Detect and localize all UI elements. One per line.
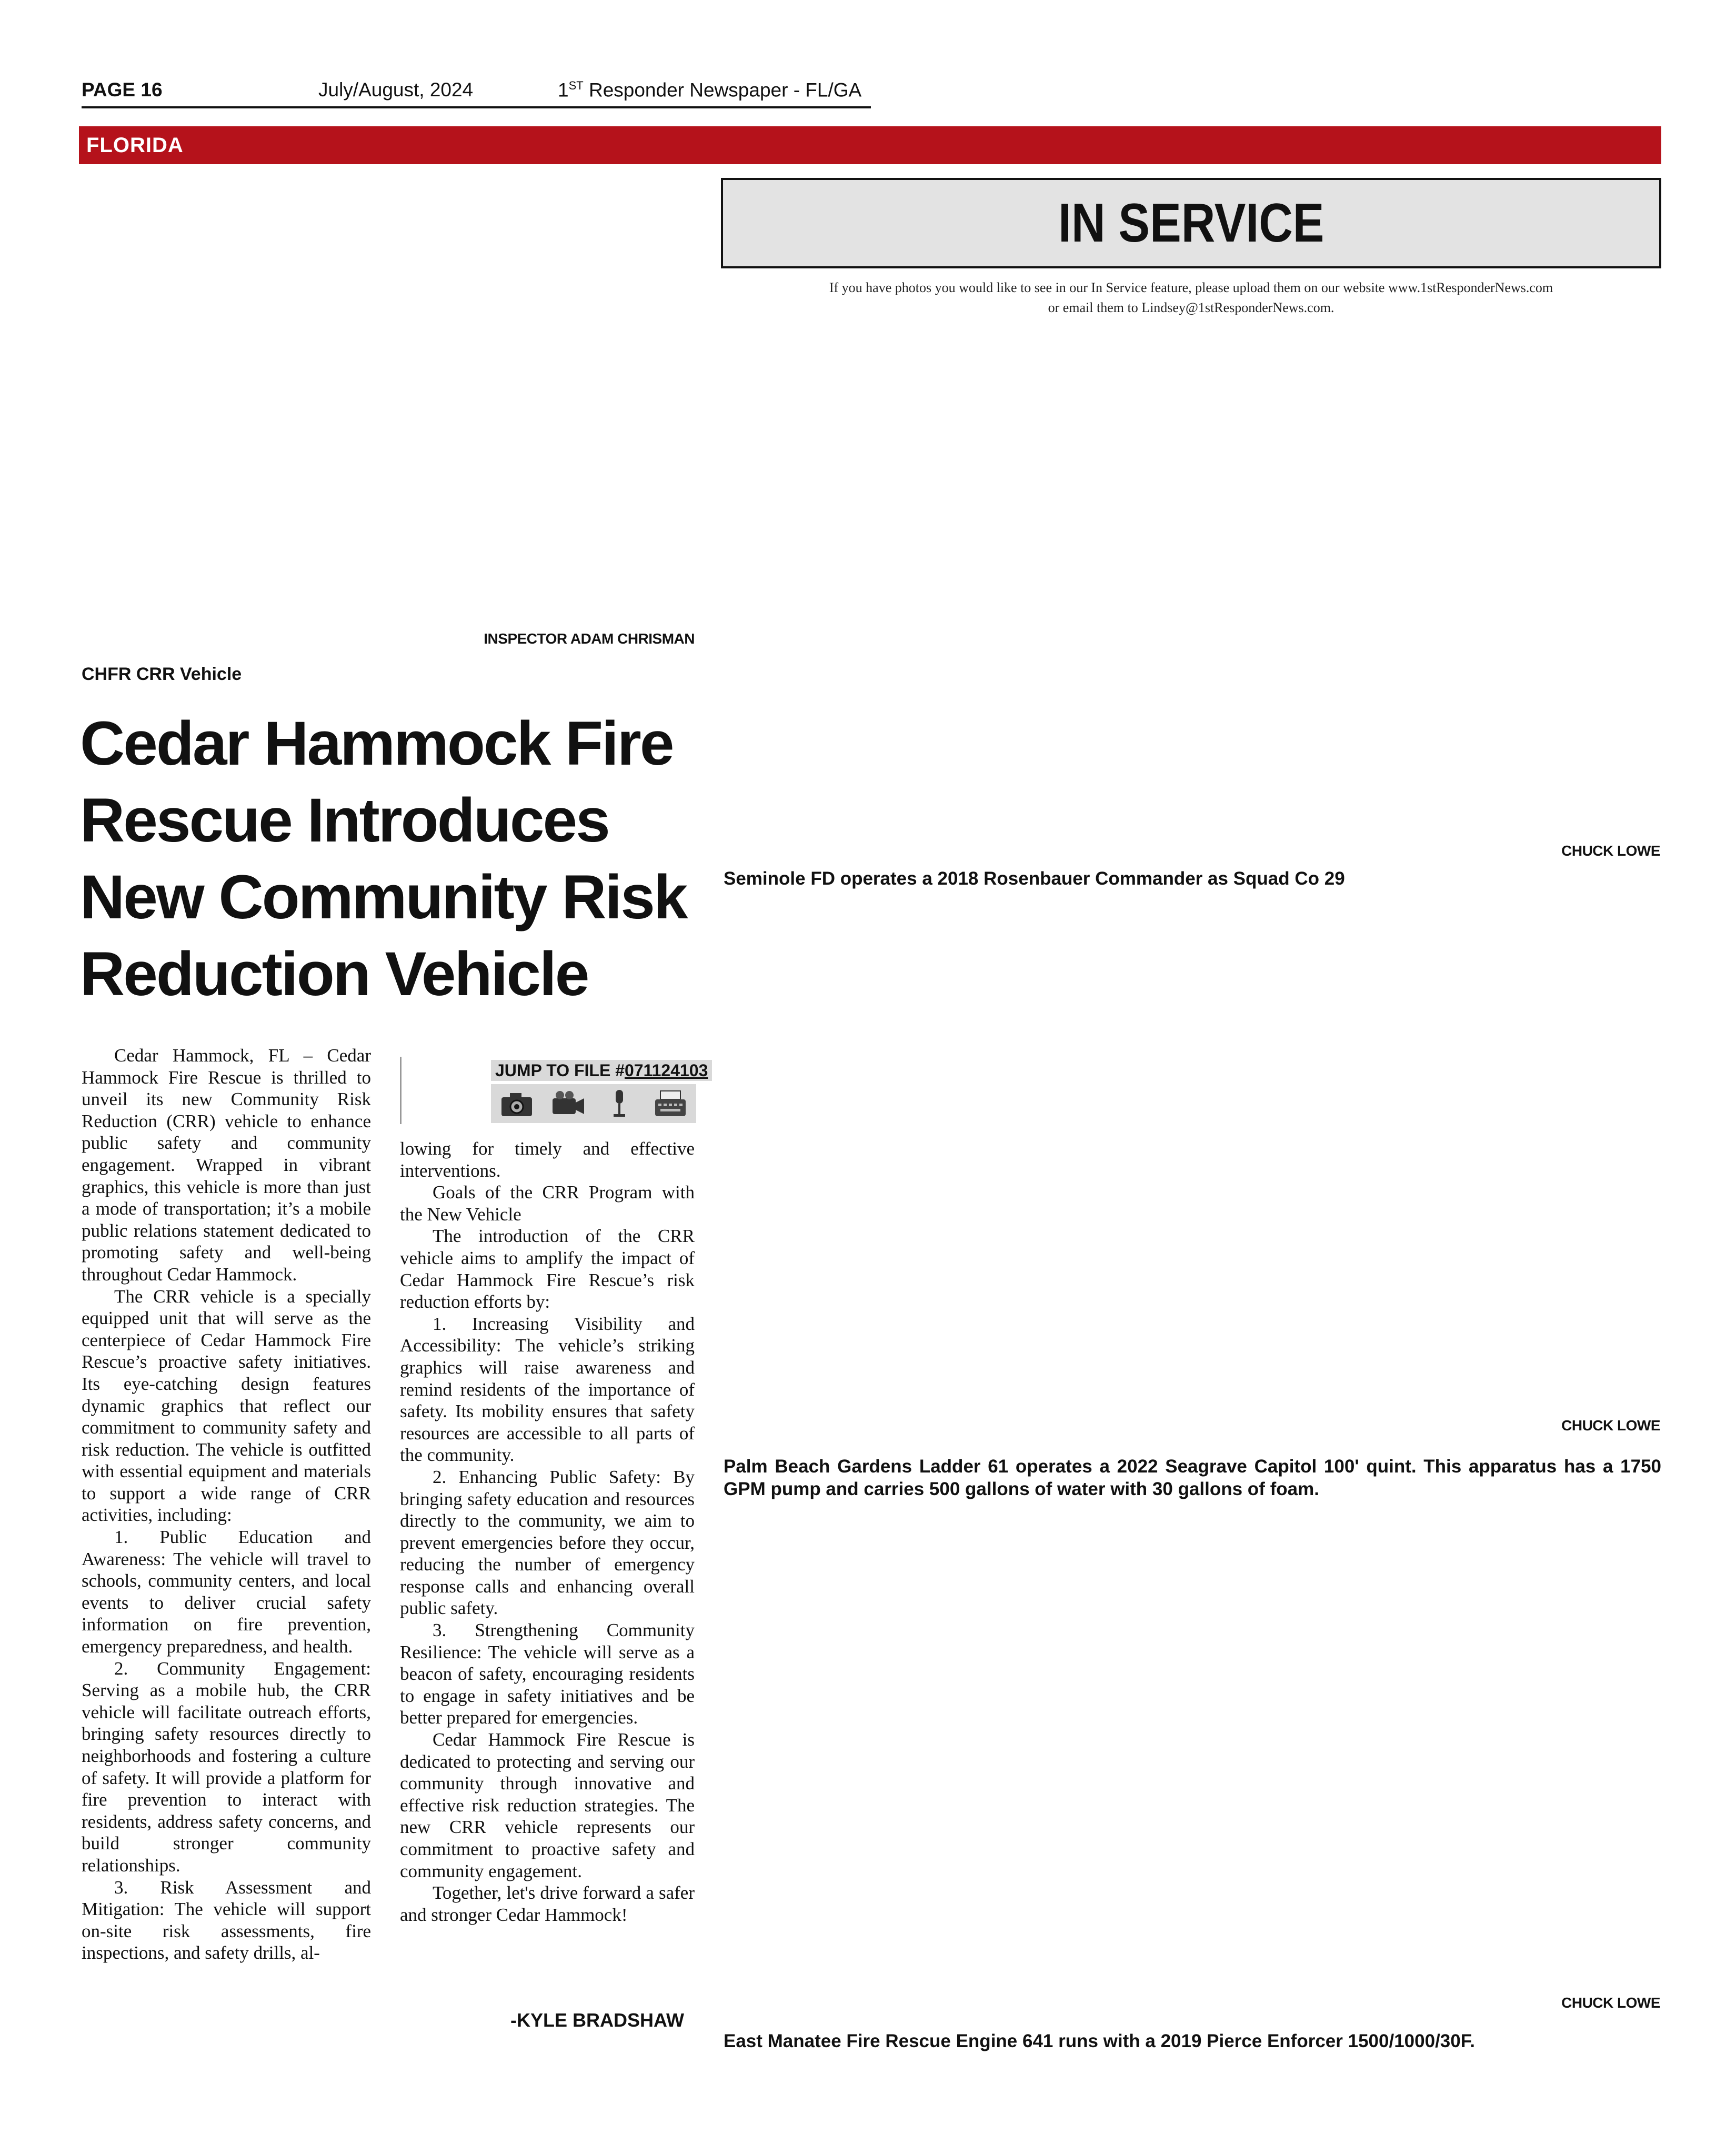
paragraph: lowing for timely and effective interventions. bbox=[400, 1138, 695, 1181]
jump-to-file-box[interactable] bbox=[400, 1057, 708, 1124]
photo-caption: Palm Beach Gardens Ladder 61 operates a 2022 Seagrave Capitol 100' quint. This apparatus has a 1750 GPM pump and carries 500 gallons of water with 30 gallons of foam. bbox=[724, 1456, 1661, 1499]
media-icons bbox=[491, 1084, 696, 1123]
in-service-title: IN SERVICE bbox=[1058, 193, 1324, 254]
paragraph: 1. Increasing Visibility and Accessibility: The vehicle’s striking graphics will raise awareness and remind residents of the importance of safety. Its mobility ensures that safety resources are accessible to all parts of the community. bbox=[400, 1313, 695, 1466]
in-service-note bbox=[721, 278, 1661, 318]
microphone-icon bbox=[601, 1088, 638, 1119]
article-column-1 bbox=[82, 1045, 371, 1964]
paragraph: 2. Enhancing Public Safety: By bringing safety education and resources directly to the community, we aim to prevent emergencies before they occur, reducing the number of emergency response calls and enhancing overall public safety. bbox=[400, 1466, 695, 1619]
in-service-note-line1: If you have photos you would like to see in our In Service feature, please upload them on our website www.1stResponderNews.com bbox=[829, 280, 1553, 295]
section-label: FLORIDA bbox=[86, 134, 184, 157]
article-headline: Cedar Hammock Fire Rescue Introduces New Community Risk Reduction Vehicle bbox=[80, 709, 687, 1009]
photo-caption: East Manatee Fire Rescue Engine 641 runs with a 2019 Pierce Enforcer 1500/1000/30F. bbox=[724, 2031, 1475, 2051]
photo-credit: CHUCK LOWE bbox=[1561, 843, 1660, 859]
article-photo-credit: INSPECTOR ADAM CHRISMAN bbox=[484, 630, 695, 647]
paragraph: The introduction of the CRR vehicle aims to amplify the impact of Cedar Hammock Fire Rescue’s risk reduction efforts by: bbox=[400, 1226, 695, 1313]
in-service-header bbox=[721, 178, 1661, 268]
paper-superscript: ST bbox=[568, 79, 584, 92]
video-camera-icon bbox=[549, 1088, 586, 1119]
camera-icon bbox=[498, 1088, 535, 1119]
paragraph: 1. Public Education and Awareness: The vehicle will travel to schools, community centers, and local events to deliver crucial safety information on fire prevention, emergency preparedness, and health. bbox=[82, 1527, 371, 1657]
article-column-2 bbox=[400, 1138, 695, 1926]
masthead-rule bbox=[82, 106, 871, 108]
newspaper-name bbox=[558, 79, 861, 101]
jump-to-file-label[interactable] bbox=[491, 1060, 712, 1081]
typewriter-icon bbox=[652, 1088, 689, 1119]
jump-file-number[interactable]: 071124103 bbox=[624, 1061, 708, 1080]
paper-prefix: 1 bbox=[558, 79, 569, 101]
jump-label-text: JUMP TO FILE # bbox=[495, 1061, 625, 1080]
paragraph: 3. Strengthening Community Resilience: The vehicle will serve as a beacon of safety, encouraging residents to engage in safety initiatives and be better prepared for emergencies. bbox=[400, 1620, 695, 1728]
article-byline: -KYLE BRADSHAW bbox=[510, 2009, 684, 2031]
paragraph: Together, let's drive forward a safer and stronger Cedar Hammock! bbox=[400, 1882, 695, 1925]
paragraph: The CRR vehicle is a specially equipped unit that will serve as the centerpiece of Cedar Hammock Fire Rescue’s proactive safety initiatives. Its eye-catching design features dynamic graphics that reflect our commitment to community safety and risk reduction. The vehicle is outfitted with essential equipment and materials to support a wide range of CRR activities, including: bbox=[82, 1286, 371, 1526]
paragraph: Cedar Hammock, FL – Cedar Hammock Fire Rescue is thrilled to unveil its new Community Risk Reduction (CRR) vehicle to enhance public safety and community engagement. Wrapped in vibrant graphics, this vehicle is more than just a mode of transportation; it’s a mobile public relations statement dedicated to promoting safety and well-being throughout Cedar Hammock. bbox=[82, 1045, 371, 1285]
article-photo-caption: CHFR CRR Vehicle bbox=[82, 664, 242, 684]
paper-rest: Responder Newspaper - FL/GA bbox=[583, 79, 862, 101]
paragraph: Goals of the CRR Program with the New Vehicle bbox=[400, 1182, 695, 1225]
photo-credit: CHUCK LOWE bbox=[1561, 1995, 1660, 2011]
paragraph: 3. Risk Assessment and Mitigation: The vehicle will support on-site risk assessments, fire inspections, and safety drills, al- bbox=[82, 1877, 371, 1963]
page-number: PAGE 16 bbox=[82, 79, 163, 101]
photo-caption: Seminole FD operates a 2018 Rosenbauer Commander as Squad Co 29 bbox=[724, 868, 1345, 889]
in-service-note-line2: or email them to Lindsey@1stResponderNews.com. bbox=[1048, 300, 1334, 315]
paragraph: Cedar Hammock Fire Rescue is dedicated to protecting and serving our community through innovative and effective risk reduction strategies. The new CRR vehicle represents our commitment to proactive safety and community engagement. bbox=[400, 1729, 695, 1881]
photo-credit: CHUCK LOWE bbox=[1561, 1417, 1660, 1434]
section-bar bbox=[79, 126, 1661, 164]
paragraph: 2. Community Engagement: Serving as a mobile hub, the CRR vehicle will facilitate outreach efforts, bringing safety resources directly to neighborhoods and fostering a culture of safety. It will provide a platform for fire prevention to interact with residents, address safety concerns, and build stronger community relationships. bbox=[82, 1658, 371, 1876]
issue-date: July/August, 2024 bbox=[318, 79, 474, 101]
